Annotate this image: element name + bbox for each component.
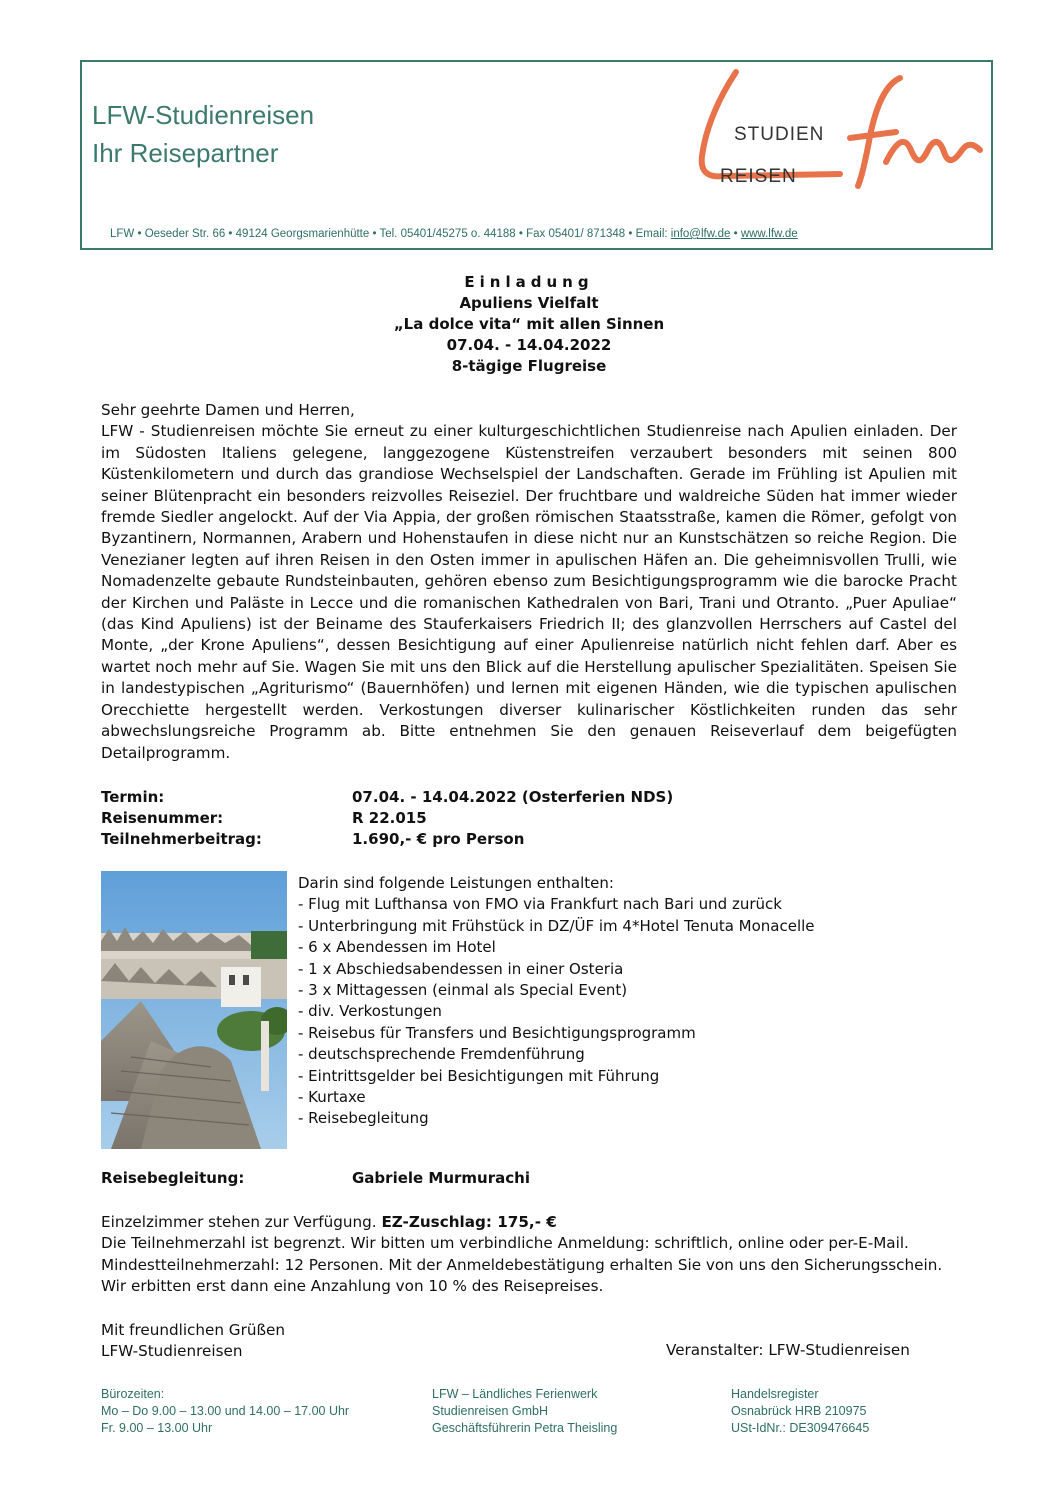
closing-sender: LFW-Studienreisen <box>101 1342 243 1361</box>
service-item: - 3 x Mittagessen (einmal als Special Event) <box>298 981 628 1000</box>
footer-line: USt-IdNr.: DE309476645 <box>731 1421 870 1435</box>
closing-greeting: Mit freundlichen Grüßen <box>101 1321 285 1339</box>
fact-value: 07.04. - 14.04.2022 (Osterferien NDS) <box>352 788 674 806</box>
footer-company <box>432 1386 617 1437</box>
invitation-title-block <box>0 272 1058 377</box>
fact-label: Teilnehmerbeitrag: <box>101 830 262 848</box>
service-item: - div. Verkostungen <box>298 1002 442 1021</box>
trip-subtitle: „La dolce vita“ mit allen Sinnen <box>393 315 665 333</box>
service-item: - Reisebegleitung <box>298 1109 429 1128</box>
salutation: Sehr geehrte Damen und Herren, <box>101 401 355 419</box>
service-item: - 1 x Abschiedsabendessen in einer Osteria <box>298 959 624 978</box>
included-services <box>298 873 815 1130</box>
contact-details: LFW • Oeseder Str. 66 • 49124 Georgsmarienhütte • Tel. 05401/45275 o. 44188 • Fax 05401/ 871348 • Email: <box>110 228 671 240</box>
guide-name: Gabriele Murmurachi <box>352 1169 530 1187</box>
service-item: - deutschsprechende Fremdenführung <box>298 1045 585 1064</box>
service-item: - Flug mit Lufthansa von FMO via Frankfurt nach Bari und zurück <box>298 895 782 914</box>
footer-line: Osnabrück HRB 210975 <box>731 1404 867 1418</box>
footer-line: Fr. 9.00 – 13.00 Uhr <box>101 1421 213 1435</box>
service-item: - 6 x Abendessen im Hotel <box>298 938 496 957</box>
single-room-text: Einzelzimmer stehen zur Verfügung. <box>101 1213 382 1231</box>
letter-paragraph: LFW - Studienreisen möchte Sie erneut zu einer kulturgeschichtlichen Studienreise nach Apulien einladen. Der im Südosten Italiens gelegene, langgezogene Küstenstreifen verzaubert besonders mit seinen 800 Küstenkilometern und durch das grandiose Wechselspiel der Landschaften. Gerade im Frühling ist Apulien mit seiner Blütenpracht ein besonders reizvolles Reiseziel. Der fruchtbare und waldreiche Süden hat immer wieder fremde Siedler angelockt. Auf der Via Appia, der großen römischen Staatsstraße, kamen die Römer, gefolgt von Byzantinern, Normannen, Arabern und Hohenstaufen in diese nicht nur an Kunstschätzen so reiche Region. Die Venezianer legten auf ihren Reisen in den Osten immer in apulischen Häfen an. Die geheimnisvollen Trulli, wie Nomadenzelte gebaute Rundsteinbauten, gehören ebenso zum Besichtigungsprogramm wie die barocke Pracht der Kirchen und Paläste in Lecce und die romanischen Kathedralen von Bari, Trani und Otranto. „Puer Apuliae“ (das Kind Apuliens) ist der Beiname des Stauferkaisers Friedrich II; des glanzvollen Herrschers auf Castel del Monte, „der Krone Apuliens“, dessen Besichtigung auf einer Apulienreise natürlich nicht fehlen darf. Aber es wartet noch mehr auf Sie. Wagen Sie mit uns den Blick auf die Herstellung apulischer Spezialitäten. Speisen Sie in landestypischen „Agriturismo“ (Bauernhöfen) und lernen mit eigenen Händen, wie die typischen apulischen Orecchiette hergestellt werden. Verkostungen diverser kulinarischer Köstlichkeiten runden das sehr abwechslungsreiche Programm ab. Bitte entnehmen Sie den genauen Reiseverlauf dem beigefügten Detailprogramm. <box>101 422 957 762</box>
logo-studien: STUDIEN <box>734 124 825 145</box>
services-intro: Darin sind folgende Leistungen enthalten: <box>298 874 614 892</box>
contact-separator: • <box>730 228 741 240</box>
single-room-surcharge: EZ-Zuschlag: 175,- € <box>381 1213 557 1231</box>
company-tagline: Ihr Reisepartner <box>92 138 279 168</box>
fact-row-price <box>101 829 673 850</box>
footer-line: LFW – Ländliches Ferienwerk <box>432 1387 598 1401</box>
registration-note: Die Teilnehmerzahl ist begrenzt. Wir bitten um verbindliche Anmeldung: schriftlich, online oder per-E-Mail. <box>101 1234 909 1253</box>
trip-name: Apuliens Vielfalt <box>459 294 599 312</box>
minimum-participants-note: Mindestteilnehmerzahl: 12 Personen. Mit der Anmeldebestätigung erhalten Sie von uns den Sicherungsschein. Wir erbitten erst dann eine Anzahlung von 10 % des Reisepreises. <box>101 1255 943 1296</box>
closing <box>101 1320 285 1363</box>
service-item: - Reisebus für Transfers und Besichtigungsprogramm <box>298 1023 696 1042</box>
trip-facts <box>101 787 673 850</box>
lfw-logo <box>690 66 990 196</box>
fact-row-number <box>101 808 673 829</box>
logo-reisen: REISEN <box>720 166 797 187</box>
footer-line: Mo – Do 9.00 – 13.00 und 14.00 – 17.00 Uhr <box>101 1404 350 1418</box>
trulli-photo <box>101 871 287 1149</box>
company-name: LFW-Studienreisen <box>92 100 315 130</box>
letter-body <box>101 400 957 764</box>
trip-type: 8-tägige Flugreise <box>451 357 607 375</box>
contact-line <box>110 228 798 240</box>
footer-line: Handelsregister <box>731 1387 819 1401</box>
footer-register <box>731 1386 869 1437</box>
fact-value: 1.690,- € pro Person <box>352 830 525 848</box>
guide-label: Reisebegleitung: <box>101 1169 245 1187</box>
service-item: - Unterbringung mit Frühstück in DZ/ÜF im 4*Hotel Tenuta Monacelle <box>298 916 815 935</box>
website-link[interactable]: www.lfw.de <box>740 228 798 240</box>
single-room-note <box>101 1212 961 1233</box>
fact-label: Termin: <box>101 788 165 806</box>
trulli-photo-image <box>101 871 287 1149</box>
tour-guide <box>101 1169 530 1187</box>
service-item: - Kurtaxe <box>298 1088 366 1107</box>
invitation-heading: Einladung <box>464 273 594 291</box>
fact-label: Reisenummer: <box>101 809 224 827</box>
booking-notes <box>101 1212 961 1298</box>
footer-office-hours <box>101 1386 349 1437</box>
organizer: Veranstalter: LFW-Studienreisen <box>666 1341 910 1359</box>
footer-line: Studienreisen GmbH <box>432 1404 549 1418</box>
trip-dates: 07.04. - 14.04.2022 <box>446 336 612 354</box>
footer-line: Geschäftsführerin Petra Theisling <box>432 1421 618 1435</box>
fact-value: R 22.015 <box>352 809 427 827</box>
service-item: - Eintrittsgelder bei Besichtigungen mit Führung <box>298 1066 660 1085</box>
footer-line: Bürozeiten: <box>101 1387 165 1401</box>
email-link[interactable]: info@lfw.de <box>670 228 731 240</box>
fact-row-date <box>101 787 673 808</box>
